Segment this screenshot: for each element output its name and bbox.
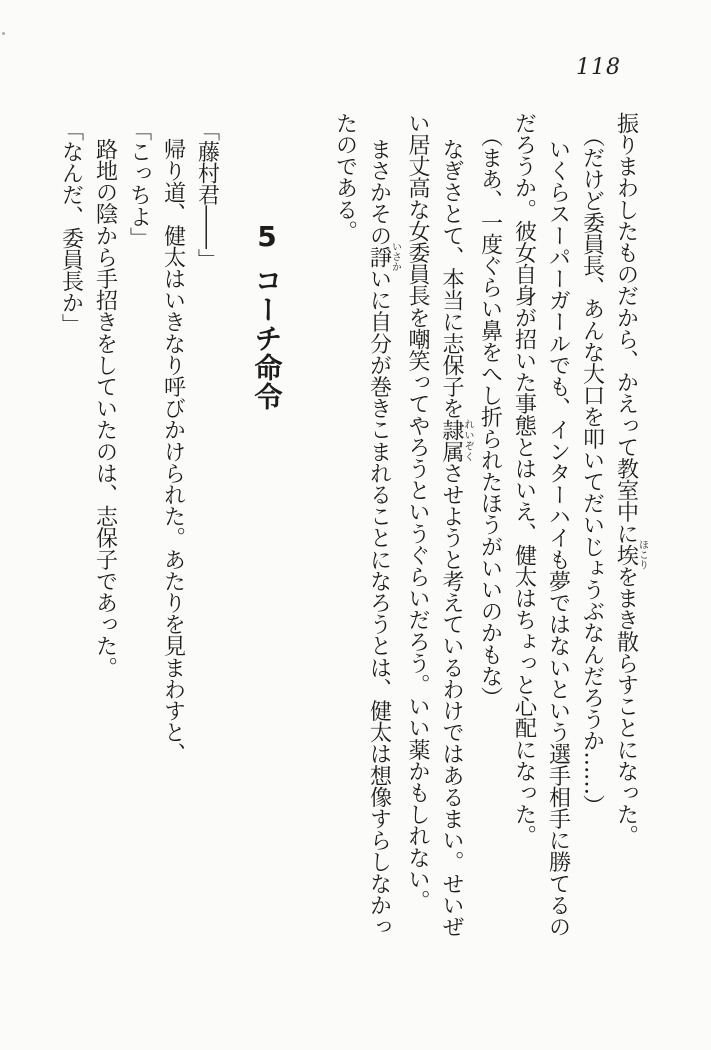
text-column: たのである。	[332, 112, 358, 242]
text-column: 「こっちよ」	[126, 118, 152, 249]
heading-title: コーチ命令	[250, 266, 284, 411]
text-column: 帰り道、健太はいきなり呼びかけられた。あたりを見まわすと、	[160, 138, 186, 765]
ink-speck	[2, 32, 5, 35]
text-column: い居丈高な女委員長を嘲笑ってやろうというぐらいだろう。いい薬かもしれない。	[405, 112, 430, 912]
text-column: なぎさとて、本当に志保子を隷属れいぞくさせようと考えているわけではあるまい。せいぜ	[439, 138, 473, 938]
text-column: （まあ、一度ぐらい鼻をへし折られたほうがいいのかもな）	[477, 125, 503, 709]
text-column: まさかその諍いさかいに自分が巻きこまれることになろうとは、健太は想像すらしなかっ	[366, 138, 401, 938]
text-column: 「藤村君――」	[194, 118, 220, 270]
section-heading	[244, 112, 290, 997]
text-column: 路地の陰から手招きをしていたのは、志保子であった。	[92, 138, 118, 679]
text-column: いくらスーパーガールでも、インターハイも夢ではないという選手相手に勝てるの	[545, 138, 571, 938]
text-column: 振りまわしたものだから、かえって教室中に埃ほこりをまき散らすことになった。	[613, 112, 648, 847]
text-column: 「なんだ、委員長か」	[58, 118, 84, 335]
page-number: 118	[576, 55, 621, 80]
text-column: だろうか。彼女自身が招いた事態とはいえ、健太はちょっと心配になった。	[511, 112, 537, 847]
text-area	[54, 112, 648, 997]
text-column: （だけど委員長、あんな大口を叩いてだいじょうぶなんだろうか……）	[579, 125, 605, 817]
heading-number: 5	[250, 220, 284, 254]
